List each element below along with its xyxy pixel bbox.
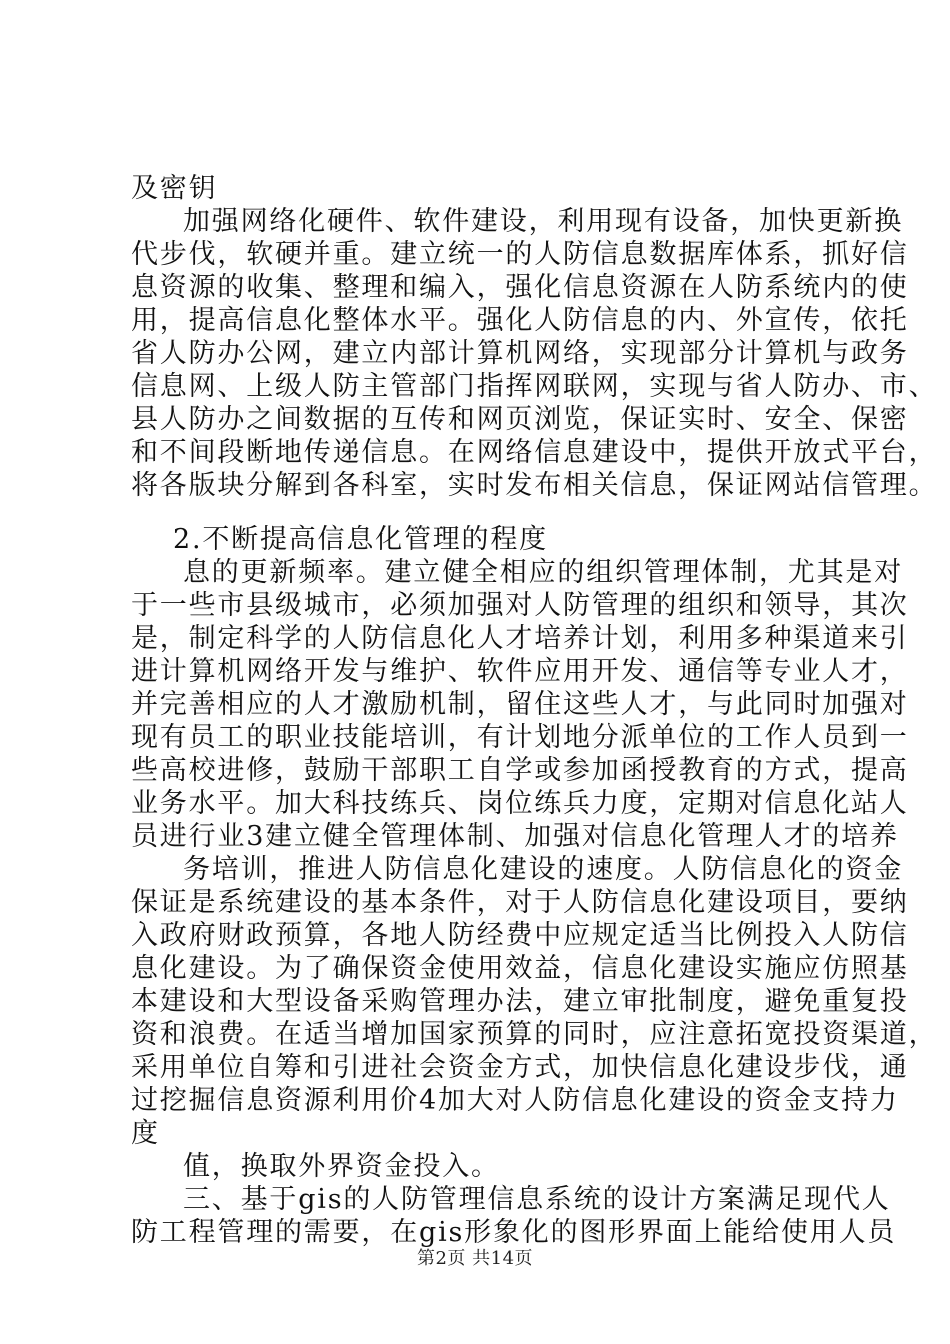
text-line: 及密钥 (131, 173, 218, 204)
text-line: 息资源的收集、整理和编入，强化信息资源在人防系统内的使 (131, 272, 909, 303)
text-line: 三、基于gis的人防管理信息系统的设计方案满足现代人 (183, 1184, 891, 1215)
text-line: 采用单位自筹和引进社会资金方式，加快信息化建设步伐，通 (131, 1052, 909, 1083)
text-line: 县人防办之间数据的互传和网页浏览，保证实时、安全、保密 (131, 404, 909, 435)
text-line: 息化建设。为了确保资金使用效益，信息化建设实施应仿照基 (131, 953, 909, 984)
text-line: 业务水平。加大科技练兵、岗位练兵力度，定期对信息化站人 (131, 788, 909, 819)
text-line: 现有员工的职业技能培训，有计划地分派单位的工作人员到一 (131, 722, 909, 753)
text-line: 防工程管理的需要，在gis形象化的图形界面上能给使用人员 (131, 1217, 897, 1248)
text-line: 省人防办公网，建立内部计算机网络，实现部分计算机与政务 (131, 338, 909, 369)
text-line: 资和浪费。在适当增加国家预算的同时，应注意拓宽投资渠道， (131, 1019, 938, 1050)
text-line: 加强网络化硬件、软件建设，利用现有设备，加快更新换 (183, 206, 903, 237)
text-line: 入政府财政预算，各地人防经费中应规定适当比例投入人防信 (131, 920, 909, 951)
text-line: 进计算机网络开发与维护、软件应用开发、通信等专业人才， (131, 656, 909, 687)
text-line: 度 (131, 1118, 160, 1149)
section-heading: 2.不断提高信息化管理的程度 (173, 524, 548, 555)
text-line: 将各版块分解到各科室，实时发布相关信息，保证网站信管理。 (131, 470, 938, 501)
text-line: 是，制定科学的人防信息化人才培养计划，利用多种渠道来引 (131, 623, 909, 654)
text-line: 于一些市县级城市，必须加强对人防管理的组织和领导，其次 (131, 590, 909, 621)
text-line: 并完善相应的人才激励机制，留住这些人才，与此同时加强对 (131, 689, 909, 720)
text-line: 员进行业3建立健全管理体制、加强对信息化管理人才的培养 (131, 821, 899, 852)
text-line: 代步伐，软硬并重。建立统一的人防信息数据库体系，抓好信 (131, 239, 909, 270)
text-line: 息的更新频率。建立健全相应的组织管理体制，尤其是对 (183, 557, 903, 588)
text-line: 保证是系统建设的基本条件，对于人防信息化建设项目，要纳 (131, 887, 909, 918)
text-line: 信息网、上级人防主管部门指挥网联网，实现与省人防办、市、 (131, 371, 938, 402)
text-line: 值，换取外界资金投入。 (183, 1151, 500, 1182)
text-line: 用，提高信息化整体水平。强化人防信息的内、外宣传，依托 (131, 305, 909, 336)
text-line: 些高校进修，鼓励干部职工自学或参加函授教育的方式，提高 (131, 755, 909, 786)
page-number-footer: 第2页 共14页 (416, 1248, 534, 1269)
text-line: 本建设和大型设备采购管理办法，建立审批制度，避免重复投 (131, 986, 909, 1017)
text-line: 过挖掘信息资源利用价4加大对人防信息化建设的资金支持力 (131, 1085, 899, 1116)
text-line: 和不间段断地传递信息。在网络信息建设中，提供开放式平台， (131, 437, 938, 468)
text-line: 务培训，推进人防信息化建设的速度。人防信息化的资金 (183, 854, 903, 885)
